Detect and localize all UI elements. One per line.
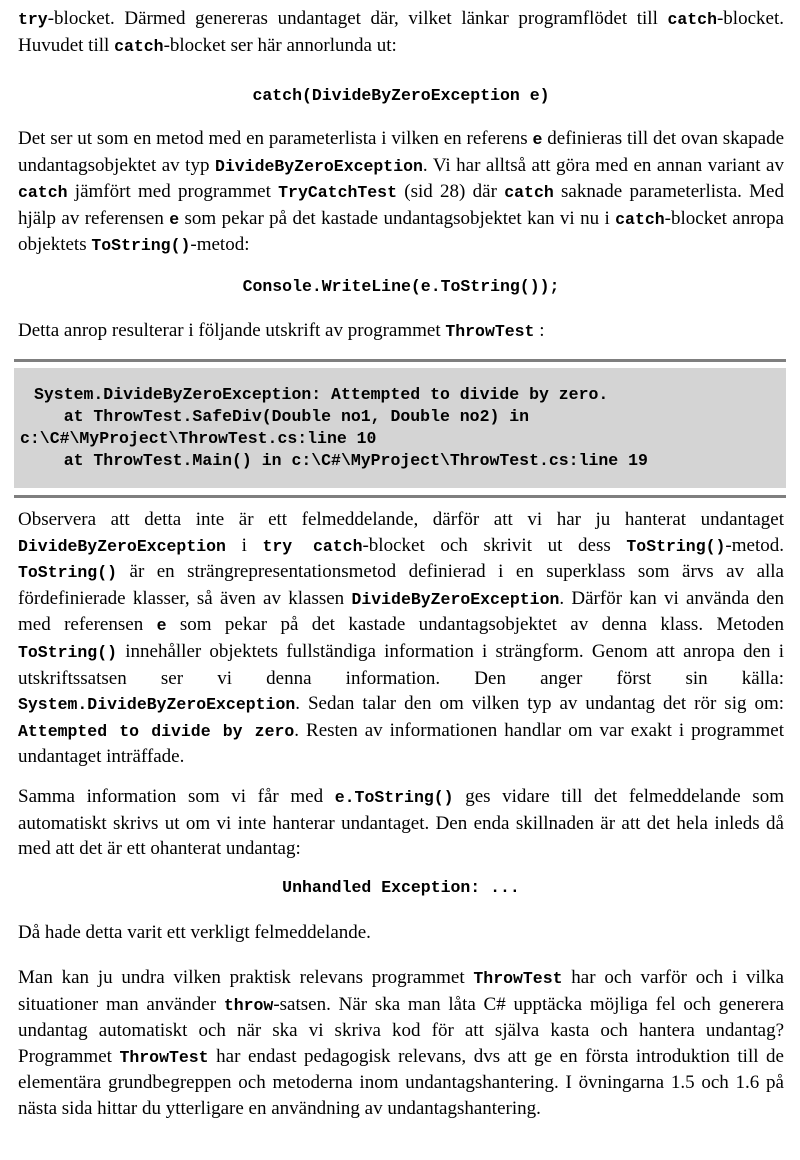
text-run: . Resten av informationen handlar om var exakt i programmet undantaget inträffade. xyxy=(18,719,785,768)
inline-code: catch xyxy=(18,183,68,203)
text-run: har endast pedagogisk relevans, dvs att ge en första introduktion till de elementära grundbegreppen och metoderna inom undantagshantering. I övningarna 1.5 och 1.6 på nästa sida hittar du ytterligare en användning av undantagshantering. xyxy=(18,1045,784,1119)
text-run: Samma information som vi får med xyxy=(18,786,335,807)
output-top-rule xyxy=(14,359,786,362)
inline-code: catch xyxy=(114,36,164,56)
text-run: . Sedan talar den om vilken typ av undantag det rör sig om: xyxy=(295,693,784,715)
text-run: saknade parameterlista. Med hjälp av referensen xyxy=(18,181,784,229)
inline-code: try xyxy=(18,10,48,29)
code-catch-header: catch(DivideByZeroException e) xyxy=(252,86,550,105)
inline-code: e xyxy=(169,209,180,229)
inline-code: System.DivideByZeroException xyxy=(18,695,296,715)
inline-code: try catch xyxy=(262,536,363,556)
inline-code: catch xyxy=(615,209,665,229)
text-run: Observera att detta inte är ett felmeddelande, därför att vi har ju hanterat undantaget xyxy=(18,509,784,530)
text-run: Man kan ju undra vilken praktisk relevans programmet xyxy=(18,967,474,988)
text-run: ges vidare till det felmeddelande som automatiskt skrivs ut om vi inte hanterar undantaget. Den enda skillnaden är att det hela inleds då med att det är ett ohanterat undantag: xyxy=(18,786,784,860)
text-run: -blocket ser här annorlunda ut: xyxy=(163,34,397,56)
text-run: har och varför och i vilka situationer man använder xyxy=(18,967,784,1015)
paragraph-catch-intro xyxy=(18,6,784,59)
inline-code: ThrowTest xyxy=(445,322,535,341)
output-line: at ThrowTest.SafeDiv(Double no1, Double no2) in xyxy=(34,407,530,426)
inline-code: catch xyxy=(667,10,717,29)
paragraph-same-information xyxy=(18,784,784,862)
output-line: c:\C#\MyProject\ThrowTest.cs:line 10 xyxy=(20,429,377,448)
text-run: -satsen. När ska man låta C# upptäcka möjliga fel och generera undantag automatiskt och när ska vi skriva kod för att själva kasta och hantera undantag? Programmet xyxy=(18,993,784,1067)
code-unhandled-exception: Unhandled Exception: ... xyxy=(282,878,520,897)
paragraph-practical-relevance xyxy=(18,965,784,1122)
inline-code: e.ToString() xyxy=(334,788,454,807)
text-run: -blocket anropa objektets xyxy=(18,207,784,256)
inline-code: TryCatchTest xyxy=(278,183,397,203)
text-run: -metod. xyxy=(725,534,784,556)
text-run: definieras till det ovan skapade undantagsobjektet av typ xyxy=(18,128,785,176)
text-run: som pekar på det kastade undantagsobjektet kan vi nu i xyxy=(179,207,616,229)
inline-code: DivideByZeroException xyxy=(18,536,226,556)
paragraph-real-error: Då hade detta varit ett verkligt felmeddelande. xyxy=(18,922,371,943)
inline-code: ToString() xyxy=(18,563,118,583)
paragraph-observation xyxy=(18,507,784,770)
text-run: som pekar på det kastade undantagsobjektet av denna klass. Metoden xyxy=(166,614,784,636)
text-run: -blocket. Därmed genereras undantaget där, vilket länkar programflödet till xyxy=(47,8,668,29)
text-run: i xyxy=(225,534,263,556)
text-run: Detta anrop resulterar i följande utskrift av programmet xyxy=(18,320,446,341)
text-run: -blocket och skrivit ut dess xyxy=(362,534,627,556)
text-run: . Därför kan vi använda den med referensen xyxy=(18,587,784,636)
paragraph-parameter-explanation xyxy=(18,126,784,259)
text-run: -metod: xyxy=(190,234,250,256)
text-run: Det ser ut som en metod med en parameterlista i vilken en referens xyxy=(18,128,533,149)
text-run: är en strängrepresentationsmetod definierad i en superklass som ärvs av alla fördefinierade klasser, så även av klassen xyxy=(18,561,784,609)
inline-code: Attempted to divide by zero xyxy=(18,721,295,741)
program-output-box xyxy=(14,368,786,488)
text-run: innehåller objektets fullständiga information i strängform. Genom att anropa den i utskriftssatsen ser vi denna information. Den anger först sin källa: xyxy=(18,640,784,689)
inline-code: catch xyxy=(504,183,554,203)
paragraph-output-intro xyxy=(18,318,784,345)
text-run: : xyxy=(534,320,545,341)
inline-code: e xyxy=(156,616,167,636)
inline-code: DivideByZeroException xyxy=(351,589,560,609)
output-line: at ThrowTest.Main() in c:\C#\MyProject\ThrowTest.cs:line 19 xyxy=(34,451,648,470)
inline-code: ThrowTest xyxy=(473,969,563,988)
inline-code: ToString() xyxy=(91,236,191,256)
text-run: -blocket. Huvudet till xyxy=(18,8,784,56)
text-run: jämfört med programmet xyxy=(67,181,279,203)
output-line: System.DivideByZeroException: Attempted to divide by zero. xyxy=(34,385,609,404)
inline-code: ThrowTest xyxy=(119,1047,209,1067)
text-run: . Vi har alltså att göra med en annan variant av xyxy=(422,154,784,176)
inline-code: ToString() xyxy=(18,642,118,662)
inline-code: throw xyxy=(223,995,274,1015)
inline-code: ToString() xyxy=(626,536,726,556)
code-console-writeline: Console.WriteLine(e.ToString()); xyxy=(242,277,560,296)
output-bottom-rule xyxy=(14,495,786,498)
text-run: (sid 28) där xyxy=(396,181,505,203)
inline-code: DivideByZeroException xyxy=(214,156,423,176)
inline-code: e xyxy=(532,130,543,149)
